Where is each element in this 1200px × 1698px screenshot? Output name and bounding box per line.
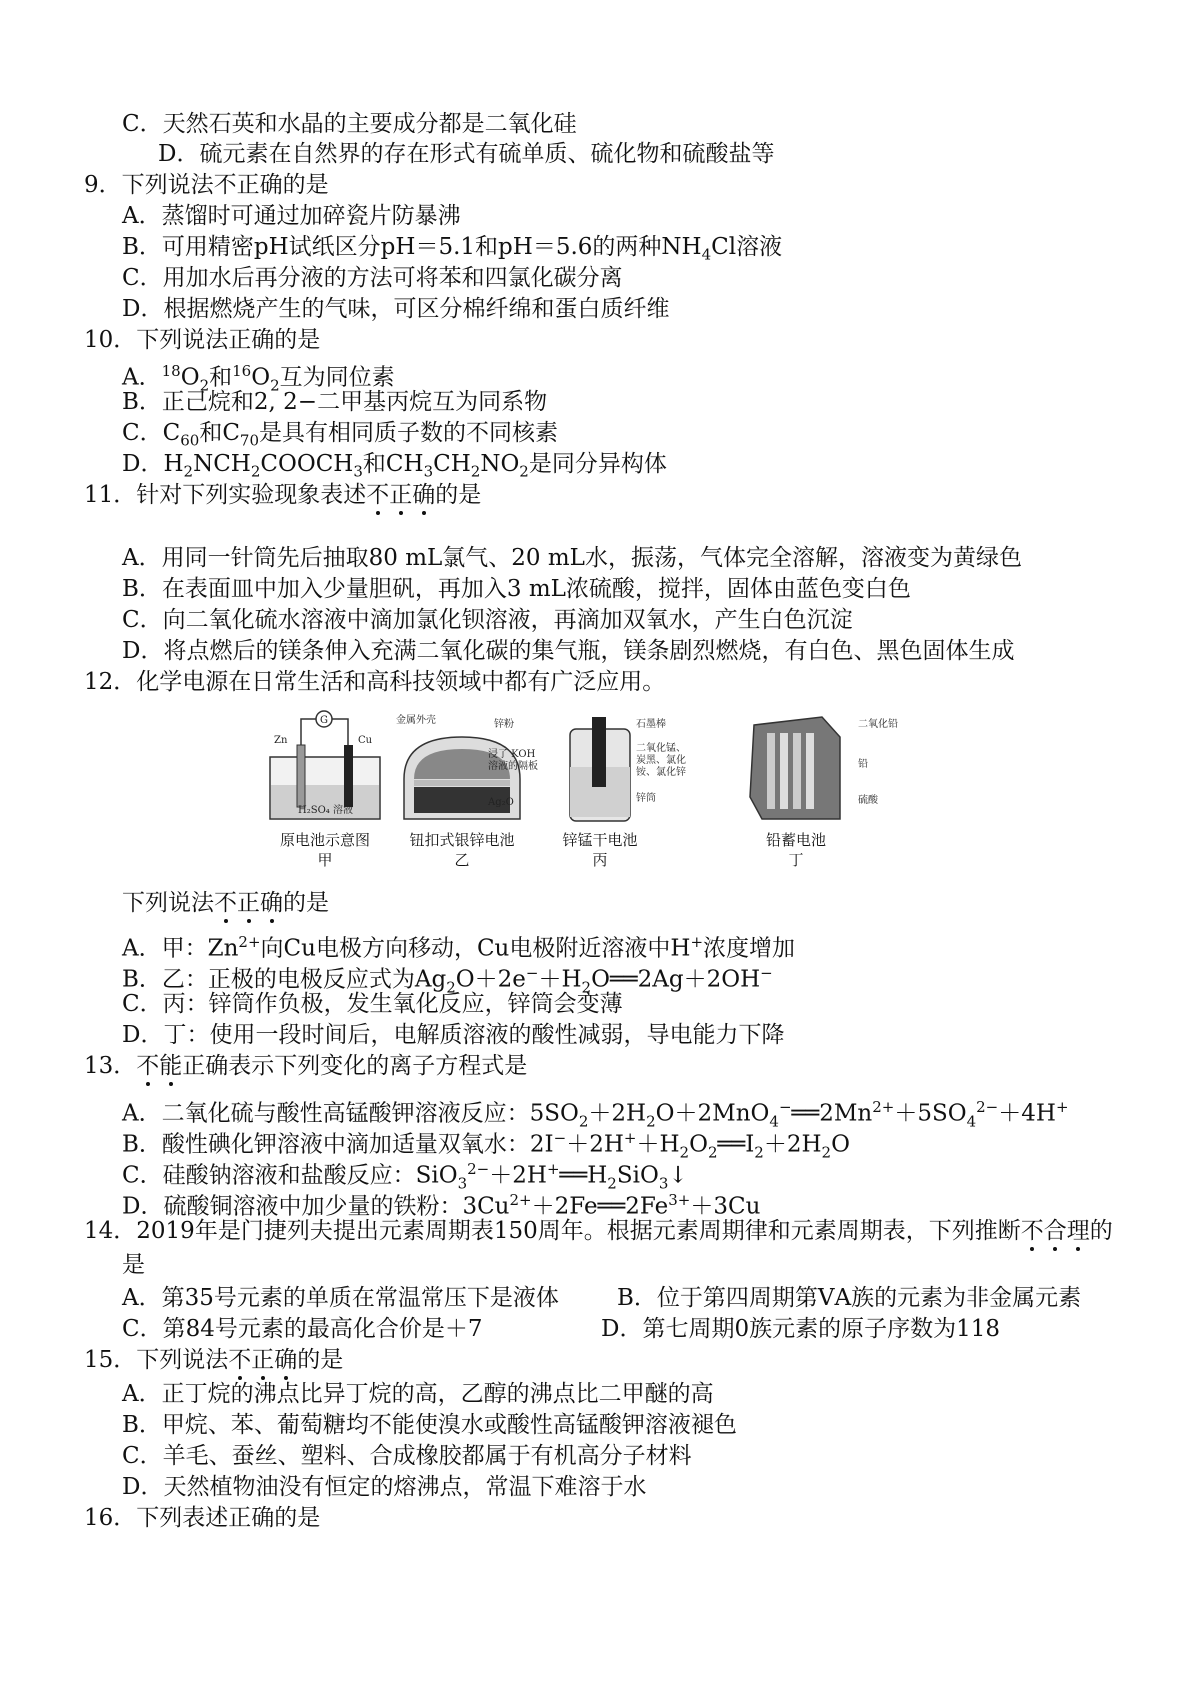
q11-stem	[84, 480, 481, 510]
subscript: 60	[180, 431, 200, 450]
option-text: 丁：使用一段时间后，电解质溶液的酸性减弱，导电能力下降	[163, 1022, 785, 1048]
option-text: Cl溶液	[711, 234, 783, 260]
option-text: 将点燃后的镁条伸入充满二氧化碳的集气瓶，镁条剧烈燃烧，有白色、黑色固体生成	[163, 638, 1015, 664]
emphasis-char: 正	[251, 1347, 275, 1373]
subscript: 2	[470, 462, 481, 481]
subscript: 3	[353, 462, 363, 481]
q15-option-b	[122, 1410, 737, 1440]
question-number: 15．	[84, 1347, 137, 1373]
superscript: −	[778, 1098, 792, 1116]
subscript: 2	[446, 978, 456, 997]
q11-option-d	[122, 636, 1014, 666]
superscript: +	[546, 1160, 560, 1178]
zn-electrode-label: Zn	[274, 735, 288, 746]
superscript: −	[525, 964, 539, 982]
formula-part: O	[689, 1131, 708, 1158]
option-text: 乙：正极的电极反应式为Ag	[161, 966, 447, 993]
q14-option-b	[617, 1283, 1081, 1313]
q15-option-d	[122, 1472, 646, 1502]
q12-option-c	[122, 989, 623, 1019]
superscript: 16	[232, 362, 252, 380]
option-label: B．	[122, 1412, 162, 1438]
question-text: 下列说法	[136, 1347, 229, 1373]
option-label: A．	[122, 203, 162, 229]
question-text: 下列表述正确的是	[136, 1505, 321, 1531]
option-text: 甲：Zn	[161, 935, 239, 962]
subscript: 2	[679, 1143, 690, 1162]
jia-caption: 原电池示意图	[279, 831, 370, 849]
option-label: B．	[617, 1285, 657, 1311]
question-text: 化学电源在日常生活和高科技领域中都有广泛应用。	[136, 669, 666, 695]
subscript: 4	[966, 1112, 977, 1131]
galvanometer-symbol: G	[320, 715, 328, 726]
q14-option-d	[601, 1314, 1000, 1344]
option-text: 在表面皿中加入少量胆矾，再加入3 mL浓硫酸，搅拌，固体由蓝色变白色	[161, 576, 911, 602]
option-label: A．	[122, 935, 162, 962]
question-number: 16．	[84, 1505, 137, 1531]
q14-option-c	[122, 1314, 483, 1344]
q12-stem	[84, 667, 665, 697]
option-label: C．	[122, 265, 163, 291]
option-text: 用加水后再分液的方法可将苯和四氯化碳分离	[162, 265, 623, 291]
question-number: 11．	[84, 482, 137, 508]
question-text: 的是	[297, 1347, 344, 1373]
option-label: D．	[601, 1316, 643, 1342]
question-text: 下列说法正确的是	[136, 327, 321, 353]
option-text: 甲烷、苯、葡萄糖均不能使溴水或酸性高锰酸钾溶液褪色	[161, 1412, 737, 1438]
superscript: 2+	[238, 933, 261, 951]
formula-part: ＋2H	[489, 1162, 547, 1189]
sulfuric-acid-label: 硫酸	[858, 795, 878, 806]
subscript: 2	[707, 1143, 718, 1162]
mixture-label-1: 二氧化锰、	[636, 743, 686, 754]
subscript: 2	[270, 376, 280, 395]
option-text: 可用精密pH试纸区分pH＝5.1和pH＝5.6的两种NH	[161, 234, 702, 260]
superscript: 2−	[467, 1160, 490, 1178]
option-text: 正己烷和2, 2−二甲基丙烷互为同系物	[161, 389, 548, 415]
formula-part: ＋H	[538, 966, 582, 993]
question-number: 14．	[84, 1218, 137, 1244]
ag2o-label: Ag₂O	[488, 797, 514, 808]
question-text: 的	[1089, 1218, 1113, 1244]
subscript: 2	[581, 978, 592, 997]
subscript: 70	[239, 431, 260, 450]
lead-acid-battery-diagram	[750, 717, 898, 819]
q14-stem-continued: 是	[122, 1252, 145, 1278]
option-text: 第七周期0族元素的原子序数为118	[642, 1316, 1000, 1342]
formula-part: C	[162, 420, 181, 446]
superscript: 2+	[509, 1191, 532, 1209]
yi-caption: 钮扣式银锌电池	[409, 831, 515, 849]
question-number: 9．	[84, 172, 122, 198]
subscript: 3	[457, 1174, 468, 1193]
option-text: 向Cu电极方向移动，Cu电极附近溶液中H	[260, 935, 691, 962]
formula-part: ＋2H	[566, 1131, 624, 1158]
ding-label: 丁	[788, 851, 804, 869]
option-text: 丙：锌筒作负极，发生氧化反应，锌筒会变薄	[162, 991, 623, 1017]
cu-electrode-label: Cu	[358, 735, 373, 746]
superscript: −	[760, 964, 773, 982]
question-text: 的是	[435, 482, 482, 508]
superscript: 3+	[668, 1191, 691, 1209]
question-text: 下列说法	[122, 890, 214, 916]
zinc-can-label: 锌筒	[636, 793, 656, 804]
option-label: C．	[122, 991, 163, 1017]
formula-part: ══I	[717, 1131, 755, 1158]
option-text: 第35号元素的单质在常温常压下是液体	[161, 1285, 559, 1311]
q16-stem	[84, 1503, 320, 1533]
option-label: C．	[122, 111, 163, 137]
q9-option-d	[122, 294, 669, 324]
option-text: 天然石英和水晶的主要成分都是二氧化硅	[162, 111, 577, 137]
option-text: 向二氧化硫水溶液中滴加氯化钡溶液，再滴加双氧水，产生白色沉淀	[162, 607, 853, 633]
option-text: 天然植物油没有恒定的熔沸点，常温下难溶于水	[163, 1474, 647, 1500]
emphasis-char: 理	[1066, 1218, 1090, 1244]
subscript: 2	[754, 1143, 764, 1162]
lead-label: 铅	[858, 759, 868, 770]
option-text: 蒸馏时可通过加碎瓷片防暴沸	[161, 203, 461, 229]
formula-part: ＋2Fe══2Fe	[531, 1193, 669, 1220]
subscript: 2	[578, 1112, 589, 1131]
option-text: 根据燃烧产生的气味，可区分棉纤绵和蛋白质纤维	[163, 296, 670, 322]
q8-option-c	[122, 109, 577, 139]
formula-part: O══2Ag＋2OH	[591, 966, 761, 993]
q11-option-c	[122, 605, 853, 635]
emphasis-char: 能	[159, 1053, 183, 1079]
option-text: 位于第四周期第ⅤA族的元素为非金属元素	[656, 1285, 1082, 1311]
option-label: B．	[122, 234, 162, 260]
formula-part: ══H	[559, 1162, 608, 1189]
mixture-label-2: 炭黑、氯化	[636, 755, 686, 766]
emphasis-char: 确	[260, 890, 283, 916]
option-label: A．	[122, 545, 162, 571]
q13-stem	[84, 1051, 527, 1081]
formula-part: ＋2H	[763, 1131, 822, 1158]
subscript: 2	[646, 1112, 656, 1131]
subscript: 2	[183, 462, 194, 481]
formula-part: 和CH	[362, 451, 424, 477]
option-label: C．	[122, 1443, 163, 1469]
emphasis-char: 不	[1020, 1218, 1044, 1244]
koh-separator-label-1: 浸了 KOH	[488, 749, 536, 760]
formula-part: ══2Mn	[791, 1100, 873, 1127]
option-text: 正丁烷的沸点比异丁烷的高，乙醇的沸点比二甲醚的高	[161, 1381, 714, 1407]
option-text: 用同一针筒先后抽取80 mL氯气、20 mL水，振荡，气体完全溶解，溶液变为黄绿色	[161, 545, 1022, 571]
option-text: 互为同位素	[279, 364, 395, 391]
bing-label: 丙	[592, 851, 608, 869]
option-text: 第84号元素的最高化合价是＋7	[162, 1316, 483, 1342]
question-text: 正确表示下列变化的离子方程式是	[182, 1053, 528, 1079]
option-text: 硫元素在自然界的存在形式有硫单质、硫化物和硫酸盐等	[199, 141, 775, 167]
formula-part: ＋4H	[998, 1100, 1056, 1127]
option-label: B．	[122, 576, 162, 602]
option-text: 硫酸铜溶液中加少量的铁粉：3Cu	[163, 1193, 510, 1220]
question-text: 2019年是门捷列夫提出元素周期表150周年。根据元素周期律和元素周期表，下列推断	[136, 1218, 1021, 1244]
emphasis-char: 确	[274, 1347, 298, 1373]
q9-option-c	[122, 263, 623, 293]
q9-option-a	[122, 201, 461, 231]
formula-part: CH	[433, 451, 471, 477]
option-label: B．	[122, 1131, 162, 1158]
option-label: C．	[122, 1162, 163, 1189]
option-text: 浓度增加	[703, 935, 796, 962]
emphasis-char: 不	[214, 890, 237, 916]
q12-substem	[122, 888, 329, 918]
koh-separator-label-2: 溶液的隔板	[488, 761, 538, 772]
question-number: 10．	[84, 327, 137, 353]
option-label: D．	[122, 638, 164, 664]
subscript: 2	[250, 462, 261, 481]
option-label: A．	[122, 1100, 162, 1127]
formula-part: H	[163, 451, 184, 477]
question-number: 12．	[84, 669, 137, 695]
q9-stem	[84, 170, 329, 200]
mixture-label-3: 铵、氯化锌	[636, 767, 686, 778]
q15-stem	[84, 1345, 343, 1375]
emphasis-char: 不	[366, 482, 390, 508]
option-text: 和	[209, 364, 233, 391]
superscript: +	[690, 933, 704, 951]
option-text: 羊毛、蚕丝、塑料、合成橡胶都属于有机高分子材料	[162, 1443, 692, 1469]
option-label: C．	[122, 420, 163, 446]
superscript: +	[623, 1129, 637, 1147]
option-label: D．	[122, 1193, 164, 1220]
subscript: 3	[658, 1174, 669, 1193]
q11-option-a	[122, 543, 1022, 573]
emphasis-char: 不	[228, 1347, 252, 1373]
emphasis-char: 正	[237, 890, 260, 916]
option-label: D．	[122, 451, 164, 477]
q12-option-d	[122, 1020, 784, 1050]
question-text: 针对下列实验现象表述	[136, 482, 367, 508]
superscript: −	[553, 1129, 567, 1147]
ding-caption: 铅蓄电池	[765, 831, 826, 849]
superscript: 2+	[872, 1098, 895, 1116]
jia-label: 甲	[317, 851, 333, 869]
option-label: A．	[122, 1285, 162, 1311]
option-text: 是具有相同质子数的不同核素	[259, 420, 559, 446]
bing-caption: 锌锰干电池	[562, 831, 638, 849]
formula-part: ＋3Cu	[690, 1193, 761, 1220]
option-text: 酸性碘化钾溶液中滴加适量双氧水：2I	[161, 1131, 554, 1158]
graphite-rod-label: 石墨棒	[636, 719, 666, 730]
subscript: 4	[769, 1112, 779, 1131]
emphasis-char: 正	[389, 482, 413, 508]
button-cell-diagram	[396, 713, 538, 819]
subscript: 2	[607, 1174, 617, 1193]
option-label: A．	[122, 364, 162, 391]
formula-part: 和C	[199, 420, 240, 446]
superscript: +	[1055, 1098, 1069, 1116]
q11-option-b	[122, 574, 911, 604]
metal-shell-label: 金属外壳	[396, 715, 436, 726]
option-label: A．	[122, 1381, 162, 1407]
option-label: D．	[122, 1022, 164, 1048]
formula-part: O	[180, 364, 200, 391]
formula-part: ↓	[668, 1162, 688, 1189]
q15-option-a	[122, 1379, 714, 1409]
subscript: 2	[821, 1143, 832, 1162]
option-label: D．	[158, 141, 200, 167]
formula-part: NCH	[193, 451, 251, 477]
formula-part: O	[831, 1131, 850, 1158]
option-label: B．	[122, 966, 162, 993]
formula-part: O＋2MnO	[655, 1100, 770, 1127]
subscript: 2	[199, 376, 210, 395]
option-text: 二氧化硫与酸性高锰酸钾溶液反应：5SO	[161, 1100, 579, 1127]
question-text: 的是	[283, 890, 329, 916]
formula-part: SiO	[616, 1162, 659, 1189]
q15-option-c	[122, 1441, 692, 1471]
formula-part: NO	[480, 451, 520, 477]
question-number: 13．	[84, 1053, 137, 1079]
superscript: 18	[161, 362, 181, 380]
q8-option-d	[158, 139, 774, 169]
option-label: C．	[122, 1316, 163, 1342]
battery-figure	[262, 707, 922, 872]
q10-stem	[84, 325, 320, 355]
electrolyte-label: H₂SO₄ 溶液	[298, 805, 353, 816]
formula-part: O	[251, 364, 271, 391]
emphasis-char: 合	[1043, 1218, 1067, 1244]
option-label: C．	[122, 607, 163, 633]
option-label: D．	[122, 296, 164, 322]
formula-part: ＋5SO	[894, 1100, 967, 1127]
zinc-powder-label: 锌粉	[494, 719, 514, 730]
yi-label: 乙	[454, 851, 470, 869]
pbo2-label: 二氧化铅	[858, 719, 898, 730]
option-text: 是同分异构体	[528, 451, 667, 477]
q10-option-b	[122, 387, 547, 417]
emphasis-char: 确	[412, 482, 436, 508]
subscript: 3	[423, 462, 434, 481]
option-text: 硅酸钠溶液和盐酸反应：SiO	[162, 1162, 458, 1189]
formula-part: ＋H	[636, 1131, 680, 1158]
galvanic-cell-diagram	[270, 711, 380, 819]
subscript: 4	[701, 245, 712, 264]
formula-part: COOCH	[260, 451, 354, 477]
formula-part: ＋2H	[588, 1100, 647, 1127]
dry-cell-diagram	[570, 717, 686, 821]
question-text: 下列说法不正确的是	[121, 172, 329, 198]
option-label: D．	[122, 1474, 164, 1500]
emphasis-char: 不	[136, 1053, 160, 1079]
formula-part: O＋2e	[455, 966, 526, 993]
subscript: 2	[519, 462, 529, 481]
option-label: B．	[122, 389, 162, 415]
q14-stem	[84, 1216, 1113, 1246]
superscript: 2−	[976, 1098, 999, 1116]
q14-option-a	[122, 1283, 559, 1313]
